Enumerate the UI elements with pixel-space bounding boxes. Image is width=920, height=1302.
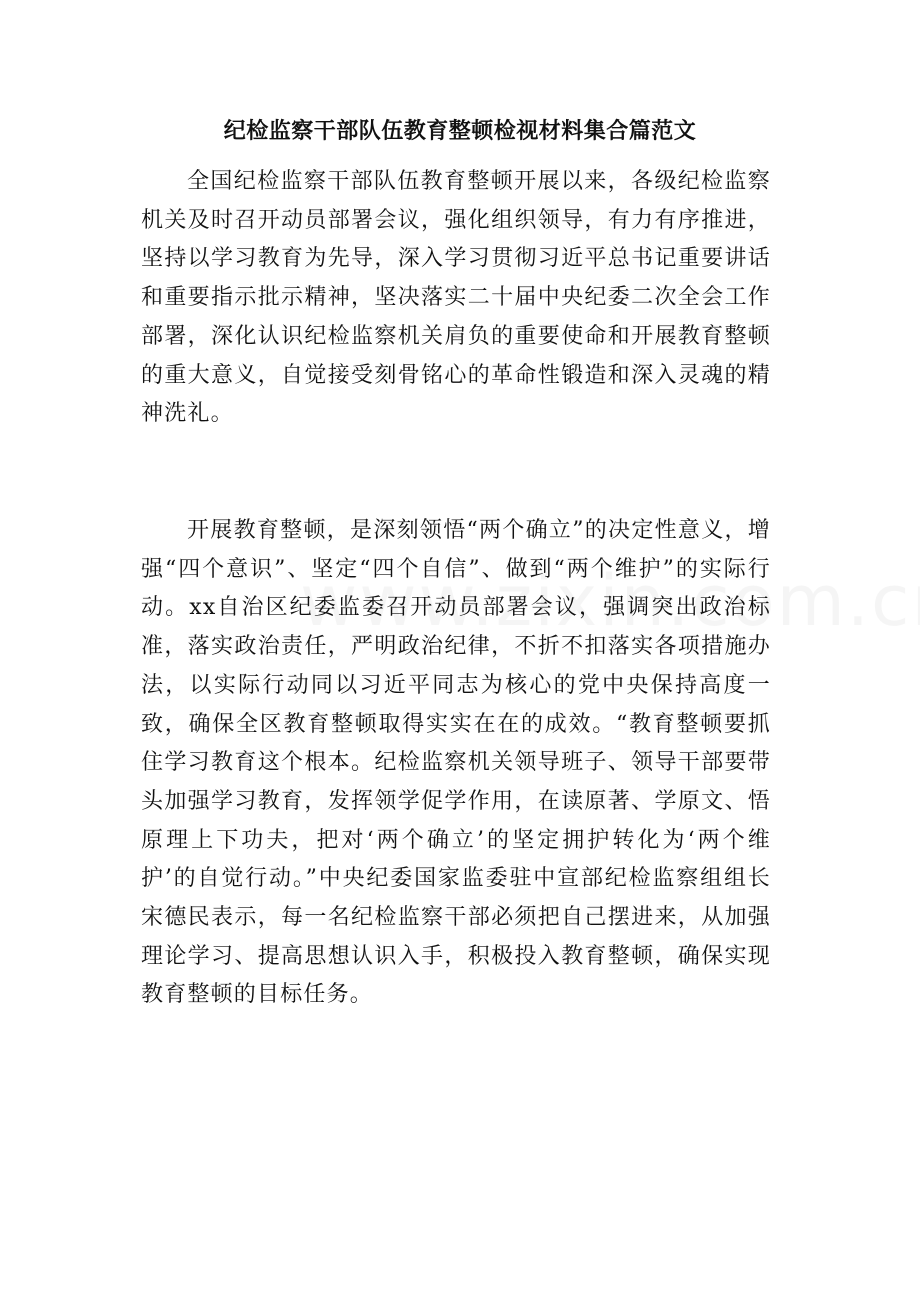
paragraph-2: 开展教育整顿，是深刻领悟“两个确立”的决定性意义，增强“四个意识”、坚定“四个自信”、做到“两个维护”的实际行动。xx自治区纪委监委召开动员部署会议，强调突出政治标准，落实政治责任，严明政治纪律，不折不扣落实各项措施办法，以实际行动同以习近平同志为核心的党中央保持高度一致，确保全区教育整顿取得实实在在的成效。“教育整顿要抓住学习教育这个根本。纪检监察机关领导班子、领导干部要带头加强学习教育，发挥领学促学作用，在读原著、学原文、悟原理上下功夫，把对‘两个确立’的坚定拥护转化为‘两个维护’的自觉行动。”中央纪委国家监委驻中宣部纪检监察组组长宋德民表示，每一名纪检监察干部必须把自己摆进来，从加强理论学习、提高思想认识入手，积极投入教育整顿，确保实现教育整顿的目标任务。 bbox=[141, 518, 771, 1008]
paragraph-1: 全国纪检监察干部队伍教育整顿开展以来，各级纪检监察机关及时召开动员部署会议，强化组织领导，有力有序推进，坚持以学习教育为先导，深入学习贯彻习近平总书记重要讲话和重要指示批示精神，坚决落实二十届中央纪委二次全会工作部署，深化认识纪检监察机关肩负的重要使命和开展教育整顿的重大意义，自觉接受刻骨铭心的革命性锻造和深入灵魂的精神洗礼。 bbox=[141, 169, 771, 427]
document-title: 纪检监察干部队伍教育整顿检视材料集合篇范文 bbox=[223, 119, 697, 144]
